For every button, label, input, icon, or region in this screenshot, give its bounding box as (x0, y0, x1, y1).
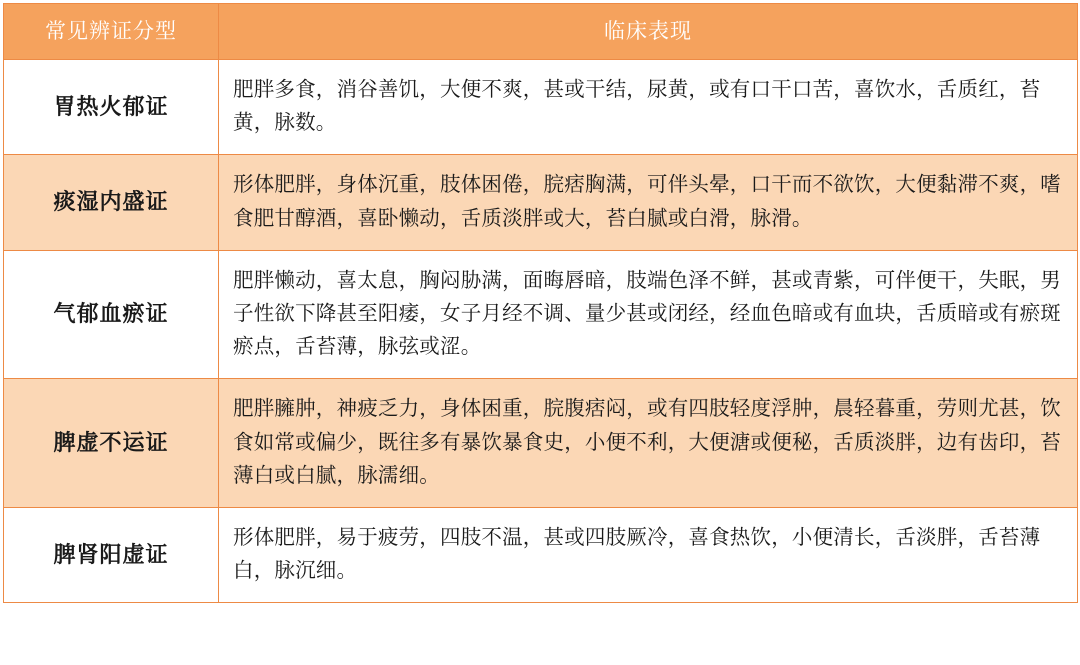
table-header (4, 4, 1078, 60)
cell-clinical-manifestation: 肥胖多食，消谷善饥，大便不爽，甚或干结，尿黄，或有口干口苦，喜饮水，舌质红，苔黄，脉数。 (219, 60, 1078, 155)
cell-syndrome-type: 脾虚不运证 (4, 379, 219, 508)
cell-clinical-manifestation: 肥胖懒动，喜太息，胸闷胁满，面晦唇暗，肢端色泽不鲜，甚或青紫，可伴便干，失眠，男子性欲下降甚至阳痿，女子月经不调、量少甚或闭经，经血色暗或有血块，舌质暗或有瘀斑瘀点，舌苔薄，脉弦或涩。 (219, 250, 1078, 379)
table-row (4, 379, 1078, 508)
cell-syndrome-type: 胃热火郁证 (4, 60, 219, 155)
syndrome-differentiation-table (3, 3, 1078, 603)
table-row (4, 60, 1078, 155)
cell-clinical-manifestation: 形体肥胖，易于疲劳，四肢不温，甚或四肢厥冷，喜食热饮，小便清长，舌淡胖，舌苔薄白，脉沉细。 (219, 508, 1078, 603)
table-body (4, 60, 1078, 603)
header-row (4, 4, 1078, 60)
header-cell-description: 临床表现 (219, 4, 1078, 60)
table-row (4, 155, 1078, 250)
cell-syndrome-type: 脾肾阳虚证 (4, 508, 219, 603)
cell-syndrome-type: 气郁血瘀证 (4, 250, 219, 379)
cell-syndrome-type: 痰湿内盛证 (4, 155, 219, 250)
syndrome-table-container (0, 3, 1080, 603)
cell-clinical-manifestation: 形体肥胖，身体沉重，肢体困倦，脘痞胸满，可伴头晕，口干而不欲饮，大便黏滞不爽，嗜食肥甘醇酒，喜卧懒动，舌质淡胖或大，苔白腻或白滑，脉滑。 (219, 155, 1078, 250)
table-row (4, 508, 1078, 603)
cell-clinical-manifestation: 肥胖臃肿，神疲乏力，身体困重，脘腹痞闷，或有四肢轻度浮肿，晨轻暮重，劳则尤甚，饮食如常或偏少，既往多有暴饮暴食史，小便不利，大便溏或便秘，舌质淡胖，边有齿印，苔薄白或白腻，脉濡细。 (219, 379, 1078, 508)
header-cell-type: 常见辨证分型 (4, 4, 219, 60)
table-row (4, 250, 1078, 379)
